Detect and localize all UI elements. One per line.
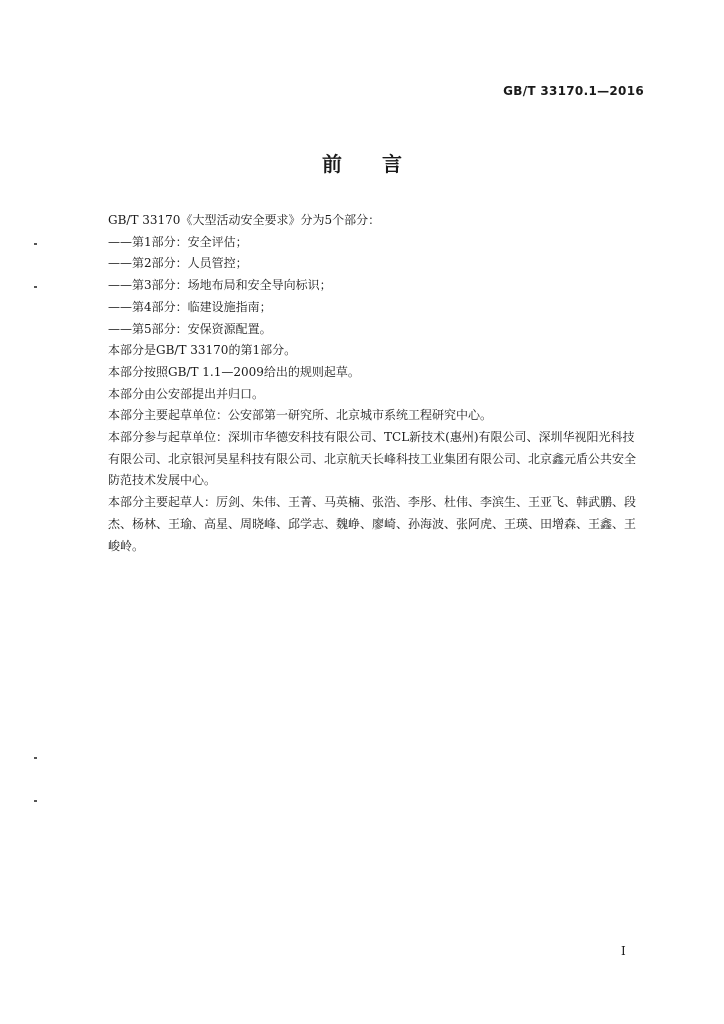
foreword-body	[84, 210, 646, 557]
scan-mark	[34, 757, 37, 759]
page-number: I	[621, 944, 626, 958]
list-item-part-5: ——第5部分：安保资源配置。	[108, 321, 272, 336]
page-title: 前言	[322, 152, 442, 176]
scan-mark	[34, 800, 37, 802]
paragraph-part-statement: 本部分是GB/T 33170的第1部分。	[108, 343, 297, 358]
list-item-part-1: ——第1部分：安全评估；	[108, 234, 248, 249]
paragraph-main-drafting-units: 本部分主要起草单位：公安部第一研究所、北京城市系统工程研究中心。	[108, 408, 493, 423]
paragraph-intro: GB/T 33170《大型活动安全要求》分为5个部分：	[108, 213, 381, 227]
paragraph-proposer: 本部分由公安部提出并归口。	[108, 386, 265, 401]
paragraph-main-drafters: 本部分主要起草人：厉剑、朱伟、王菁、马英楠、张浩、李彤、杜伟、李滨生、王亚飞、韩武鹏、段杰、杨林、王瑜、高星、周晓峰、邱学志、魏峥、廖崎、孙海波、张阿虎、王瑛、田增森、王鑫、王峻岭。	[108, 495, 637, 553]
list-item-part-2: ——第2部分：人员管控；	[108, 256, 248, 271]
list-item-part-4: ——第4部分：临建设施指南；	[108, 299, 272, 314]
paragraph-drafting-rules: 本部分按照GB/T 1.1—2009给出的规则起草。	[108, 364, 360, 379]
paragraph-participating-units: 本部分参与起草单位：深圳市华德安科技有限公司、TCL新技术(惠州)有限公司、深圳华视阳光科技有限公司、北京银河昊星科技有限公司、北京航天长峰科技工业集团有限公司、北京鑫元盾公共安全防范技术发展中心。	[108, 430, 637, 488]
document-code: GB/T 33170.1—2016	[503, 84, 644, 98]
list-item-part-3: ——第3部分：场地布局和安全导向标识；	[108, 278, 332, 293]
scan-mark	[34, 243, 37, 245]
scan-mark	[34, 286, 37, 288]
